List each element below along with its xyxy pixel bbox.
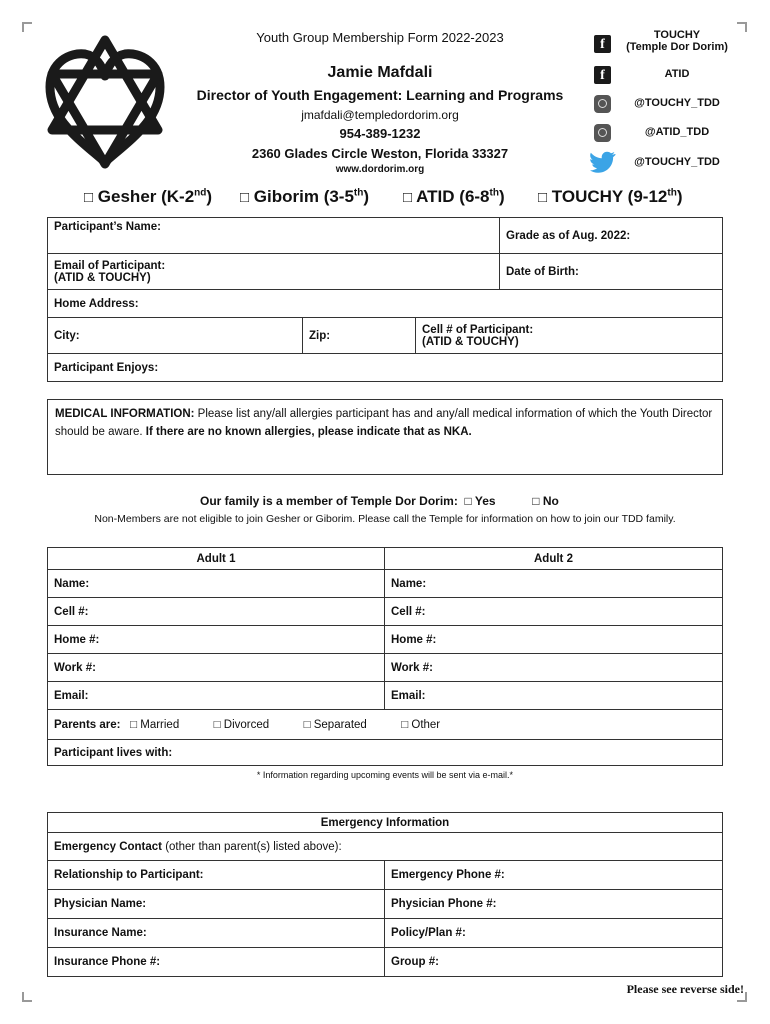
checkbox-icon[interactable]: □ [532, 494, 540, 508]
email-info-note: * Information regarding upcoming events will be sent via e-mail.* [256, 770, 514, 780]
checkbox-icon[interactable]: □ [240, 189, 250, 206]
checkbox-icon[interactable]: □ [403, 189, 413, 206]
home-address-field[interactable]: Home Address: [48, 290, 723, 318]
facebook-icon: f [594, 66, 611, 84]
program-option-touchy[interactable]: □ TOUCHY (9-12th) [538, 187, 683, 206]
parents-status-row: Parents are: □ Married □ Divorced □ Separated □ Other [48, 710, 723, 740]
participant-lives-with-field[interactable]: Participant lives with: [48, 740, 723, 766]
status-married[interactable]: Married [140, 718, 180, 731]
director-title: Director of Youth Engagement: Learning and Programs [196, 87, 564, 103]
participant-name-field[interactable]: Participant’s Name: [48, 218, 500, 254]
grade-field[interactable]: Grade as of Aug. 2022: [500, 218, 723, 254]
adult-2-cell-field[interactable]: Cell #: [385, 598, 723, 626]
status-other[interactable]: Other [411, 718, 441, 731]
checkbox-icon[interactable]: □ [401, 718, 409, 731]
social-touchy-instagram: @TOUCHY_TDD [634, 97, 720, 109]
emergency-info-table [47, 812, 723, 977]
physician-phone-field[interactable]: Physician Phone #: [385, 890, 723, 919]
temple-logo-icon [40, 32, 170, 174]
medical-info-box[interactable] [47, 399, 723, 475]
twitter-icon [590, 151, 616, 173]
adult-1-email-field[interactable]: Email: [48, 682, 385, 710]
medical-info-text: MEDICAL INFORMATION: Please list any/all allergies participant has and any/all medical information of which the Youth Director should be aware. If there are no known allergies, please indicate that as NKA. [55, 408, 713, 438]
contact-phone: 954-389-1232 [339, 126, 421, 141]
status-divorced[interactable]: Divorced [223, 718, 270, 731]
reverse-side-note: Please see reverse side! [626, 982, 744, 996]
emergency-phone-field[interactable]: Emergency Phone #: [385, 861, 723, 890]
program-option-atid[interactable]: □ ATID (6-8th) [403, 187, 505, 206]
checkbox-icon[interactable]: □ [84, 189, 94, 206]
non-member-note: Non-Members are not eligible to join Gesher or Giborim. Please call the Temple for information on how to join our TDD family. [94, 513, 676, 525]
membership-no[interactable]: No [542, 494, 559, 508]
physician-name-field[interactable]: Physician Name: [48, 890, 385, 919]
adult-1-home-field[interactable]: Home #: [48, 626, 385, 654]
temple-website: www.dordorim.org [335, 164, 425, 175]
social-touchy-twitter: @TOUCHY_TDD [634, 156, 720, 168]
emergency-header: Emergency Information [48, 813, 723, 833]
contact-email: jmafdali@templedordorim.org [301, 108, 459, 122]
social-touchy-facebook: TOUCHY (Temple Dor Dorim) [626, 29, 728, 53]
adult-2-header: Adult 2 [385, 548, 723, 570]
adult-2-name-field[interactable]: Name: [385, 570, 723, 598]
instagram-icon [594, 124, 611, 142]
adult-1-header: Adult 1 [48, 548, 385, 570]
adult-1-cell-field[interactable]: Cell #: [48, 598, 385, 626]
adult-2-email-field[interactable]: Email: [385, 682, 723, 710]
zip-field[interactable]: Zip: [303, 318, 416, 354]
social-atid-instagram: @ATID_TDD [644, 126, 710, 138]
policy-plan-field[interactable]: Policy/Plan #: [385, 919, 723, 948]
corner-mark-bottom-left [22, 992, 32, 1002]
membership-yes[interactable]: Yes [474, 494, 496, 508]
form-title: Youth Group Membership Form 2022-2023 [256, 30, 504, 45]
group-number-field[interactable]: Group #: [385, 948, 723, 977]
insurance-name-field[interactable]: Insurance Name: [48, 919, 385, 948]
program-option-giborim[interactable]: □ Giborim (3-5th) [240, 187, 370, 206]
date-of-birth-field[interactable]: Date of Birth: [500, 254, 723, 290]
adult-1-work-field[interactable]: Work #: [48, 654, 385, 682]
checkbox-icon[interactable]: □ [303, 718, 311, 731]
participant-email-field[interactable]: Email of Participant: (ATID & TOUCHY) [48, 254, 500, 290]
adults-table [47, 547, 723, 766]
adult-1-name-field[interactable]: Name: [48, 570, 385, 598]
city-field[interactable]: City: [48, 318, 303, 354]
program-option-gesher[interactable]: □ Gesher (K-2nd) [84, 187, 213, 206]
social-atid-facebook: ATID [664, 68, 690, 80]
facebook-icon: f [594, 35, 611, 53]
status-separated[interactable]: Separated [313, 718, 367, 731]
temple-address: 2360 Glades Circle Weston, Florida 33327 [251, 146, 509, 161]
emergency-contact-field[interactable]: Emergency Contact (other than parent(s) listed above): [48, 833, 723, 861]
checkbox-icon[interactable]: □ [464, 494, 472, 508]
insurance-phone-field[interactable]: Insurance Phone #: [48, 948, 385, 977]
corner-mark-top-right [737, 22, 747, 32]
checkbox-icon[interactable]: □ [213, 718, 221, 731]
participant-enjoys-field[interactable]: Participant Enjoys: [48, 354, 723, 382]
checkbox-icon[interactable]: □ [130, 718, 138, 731]
corner-mark-top-left [22, 22, 32, 32]
director-name: Jamie Mafdali [327, 64, 433, 81]
relationship-field[interactable]: Relationship to Participant: [48, 861, 385, 890]
checkbox-icon[interactable]: □ [538, 189, 548, 206]
adult-2-work-field[interactable]: Work #: [385, 654, 723, 682]
instagram-icon [594, 95, 611, 113]
membership-question: Our family is a member of Temple Dor Dorim: □ Yes □ No [200, 494, 559, 508]
participant-info-table [47, 217, 723, 382]
adult-2-home-field[interactable]: Home #: [385, 626, 723, 654]
participant-cell-field[interactable]: Cell # of Participant: (ATID & TOUCHY) [416, 318, 723, 354]
